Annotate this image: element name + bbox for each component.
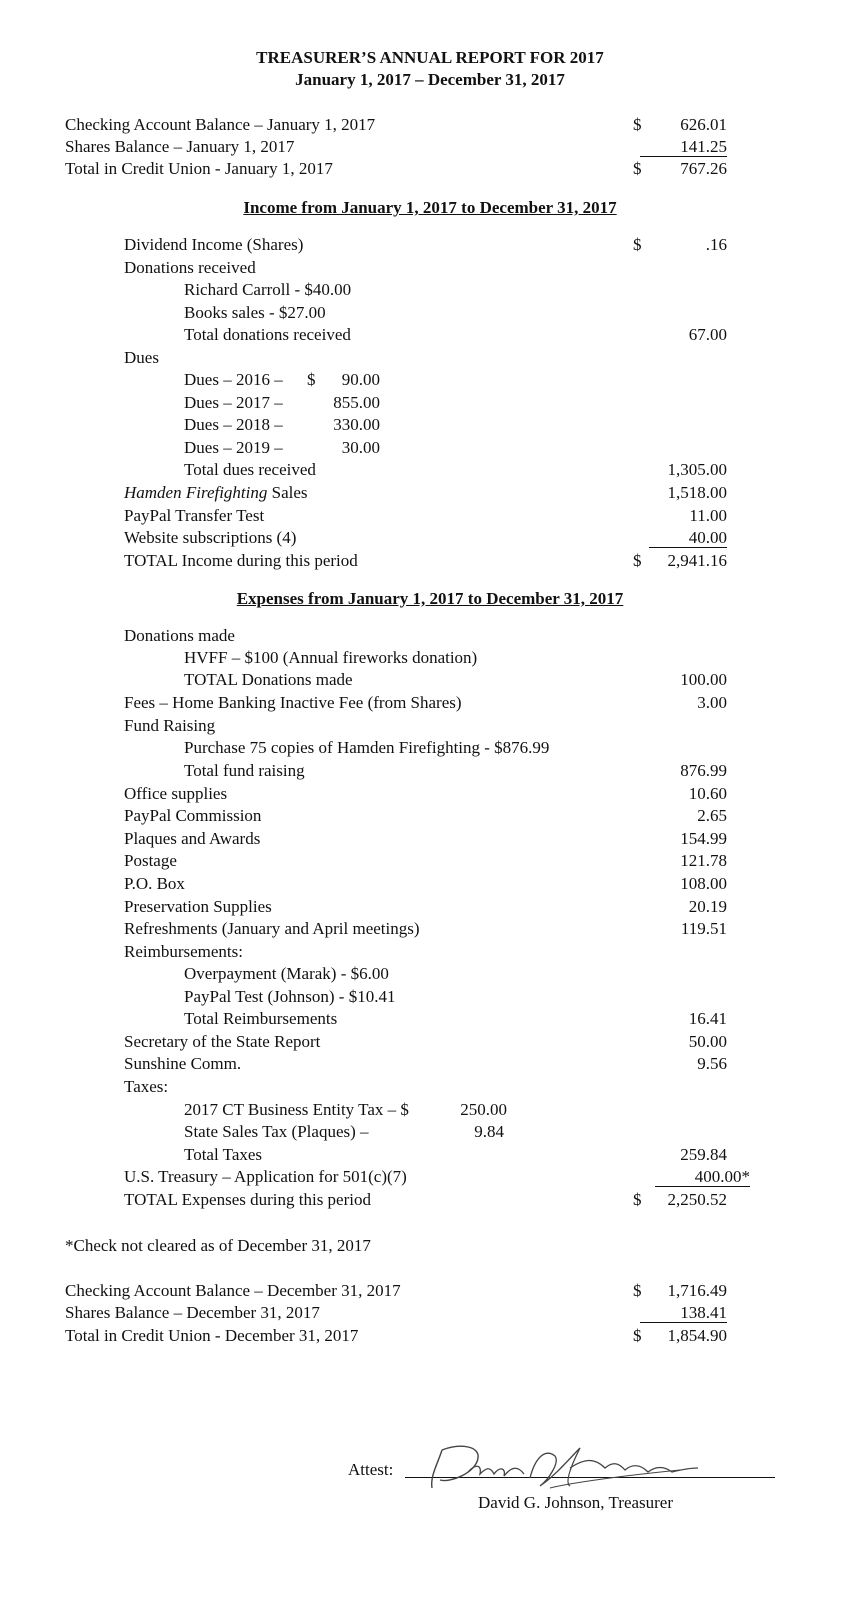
- tax-amount: 9.84: [474, 1122, 504, 1141]
- dollar-sign: $: [633, 1326, 642, 1345]
- row-label: Plaques and Awards: [124, 829, 261, 848]
- fund-raising-label: Fund Raising: [124, 716, 216, 735]
- donation-books: Books sales - $27.00: [184, 303, 326, 322]
- row-label: Total donations received: [184, 325, 351, 344]
- dues-year-label: Dues – 2018 –: [184, 415, 283, 434]
- row-label: Total Reimbursements: [184, 1009, 338, 1028]
- italic-title: Hamden Firefighting: [124, 483, 268, 502]
- attest-label: Attest:: [348, 1460, 394, 1479]
- row-amount: 3.00: [697, 693, 727, 712]
- dues-label: Dues: [124, 348, 159, 367]
- dollar-sign: $: [633, 115, 642, 134]
- row-amount: 154.99: [680, 829, 727, 848]
- row-label: Sunshine Comm.: [124, 1054, 242, 1073]
- row-amount: 9.56: [697, 1054, 727, 1073]
- footnote: *Check not cleared as of December 31, 2017: [65, 1236, 371, 1255]
- row-label: TOTAL Income during this period: [124, 551, 358, 570]
- row-label: Total in Credit Union - January 1, 2017: [65, 159, 333, 178]
- row-label: Office supplies: [124, 784, 228, 803]
- row-label: Total dues received: [184, 460, 316, 479]
- dues-year-label: Dues – 2017 –: [184, 393, 283, 412]
- row-amount: 10.60: [688, 784, 727, 803]
- row-amount: 2,250.52: [667, 1190, 727, 1209]
- row-amount: 400.00*: [655, 1167, 750, 1187]
- row-amount: 100.00: [680, 670, 727, 689]
- row-label: Total fund raising: [184, 761, 305, 780]
- donations-made-label: Donations made: [124, 626, 235, 645]
- row-amount: 2,941.16: [667, 551, 727, 570]
- donations-received-label: Donations received: [124, 258, 256, 277]
- row-label: Checking Account Balance – January 1, 2017: [65, 115, 376, 134]
- report-subtitle: January 1, 2017 – December 31, 2017: [295, 70, 565, 89]
- row-amount: 11.00: [689, 506, 727, 525]
- row-label: Dividend Income (Shares): [124, 235, 304, 254]
- row-label: Total Taxes: [184, 1145, 263, 1164]
- row-label: [124, 483, 308, 503]
- tax-label: State Sales Tax (Plaques) –: [184, 1122, 369, 1141]
- row-amount: 1,716.49: [667, 1281, 727, 1300]
- dues-dollar: $: [307, 370, 316, 389]
- signer-name: David G. Johnson, Treasurer: [478, 1493, 674, 1512]
- dollar-sign: $: [633, 159, 642, 178]
- row-amount: 876.99: [680, 761, 727, 780]
- signature: [420, 1428, 700, 1498]
- row-amount: 20.19: [688, 897, 727, 916]
- row-label: Postage: [124, 851, 177, 870]
- row-amount: 50.00: [688, 1032, 727, 1051]
- row-amount: 121.78: [680, 851, 727, 870]
- dollar-sign: $: [633, 1190, 642, 1209]
- row-amount: 1,305.00: [667, 460, 727, 479]
- row-amount: 1,518.00: [667, 483, 727, 502]
- row-amount: 138.41: [640, 1303, 727, 1323]
- dollar-sign: $: [633, 235, 642, 254]
- dues-amount: 90.00: [341, 370, 380, 389]
- reimb-marak: Overpayment (Marak) - $6.00: [184, 964, 389, 983]
- row-amount: 767.26: [680, 159, 727, 178]
- row-amount: 108.00: [680, 874, 727, 893]
- row-amount: 119.51: [680, 919, 727, 938]
- row-label: Preservation Supplies: [124, 897, 272, 916]
- row-label: Checking Account Balance – December 31, 2017: [65, 1281, 401, 1300]
- report-title: TREASURER’S ANNUAL REPORT FOR 2017: [256, 48, 604, 67]
- row-amount: 2.65: [697, 806, 727, 825]
- taxes-label: Taxes:: [124, 1077, 169, 1096]
- row-label: PayPal Transfer Test: [124, 506, 265, 525]
- row-amount: 67.00: [688, 325, 727, 344]
- income-heading: Income from January 1, 2017 to December 31, 2017: [243, 198, 617, 217]
- row-label: U.S. Treasury – Application for 501(c)(7): [124, 1167, 407, 1186]
- row-amount: 141.25: [640, 137, 727, 157]
- row-label: PayPal Commission: [124, 806, 262, 825]
- row-label: Shares Balance – January 1, 2017: [65, 137, 295, 156]
- row-label: Shares Balance – December 31, 2017: [65, 1303, 320, 1322]
- row-label: P.O. Box: [124, 874, 185, 893]
- tax-amount: 250.00: [460, 1100, 507, 1119]
- dues-year-label: Dues – 2016 –: [184, 370, 283, 389]
- dues-amount: 330.00: [333, 415, 380, 434]
- row-amount: 1,854.90: [667, 1326, 727, 1345]
- row-label: Refreshments (January and April meetings): [124, 919, 420, 938]
- row-label: Website subscriptions (4): [124, 528, 297, 547]
- dollar-sign: $: [633, 551, 642, 570]
- row-amount: .16: [705, 235, 727, 254]
- row-amount: 40.00: [649, 528, 727, 548]
- row-amount: 259.84: [680, 1145, 727, 1164]
- tax-label: 2017 CT Business Entity Tax – $: [184, 1100, 409, 1119]
- fund-raising-item: Purchase 75 copies of Hamden Firefighting - $876.99: [184, 738, 550, 757]
- expenses-heading: Expenses from January 1, 2017 to December 31, 2017: [236, 589, 624, 608]
- reimb-johnson: PayPal Test (Johnson) - $10.41: [184, 987, 396, 1006]
- reimbursements-label: Reimbursements:: [124, 942, 243, 961]
- dues-amount: 30.00: [341, 438, 380, 457]
- dues-amount: 855.00: [333, 393, 380, 412]
- dollar-sign: $: [633, 1281, 642, 1300]
- row-label: Fees – Home Banking Inactive Fee (from Shares): [124, 693, 462, 712]
- donation-hvff: HVFF – $100 (Annual fireworks donation): [184, 648, 478, 667]
- row-label: Secretary of the State Report: [124, 1032, 321, 1051]
- label-rest: Sales: [267, 483, 308, 502]
- row-amount: 16.41: [688, 1009, 727, 1028]
- dues-year-label: Dues – 2019 –: [184, 438, 283, 457]
- row-label: TOTAL Donations made: [184, 670, 353, 689]
- row-label: TOTAL Expenses during this period: [124, 1190, 371, 1209]
- donation-carroll: Richard Carroll - $40.00: [184, 280, 352, 299]
- row-label: Total in Credit Union - December 31, 2017: [65, 1326, 359, 1345]
- row-amount: 626.01: [680, 115, 727, 134]
